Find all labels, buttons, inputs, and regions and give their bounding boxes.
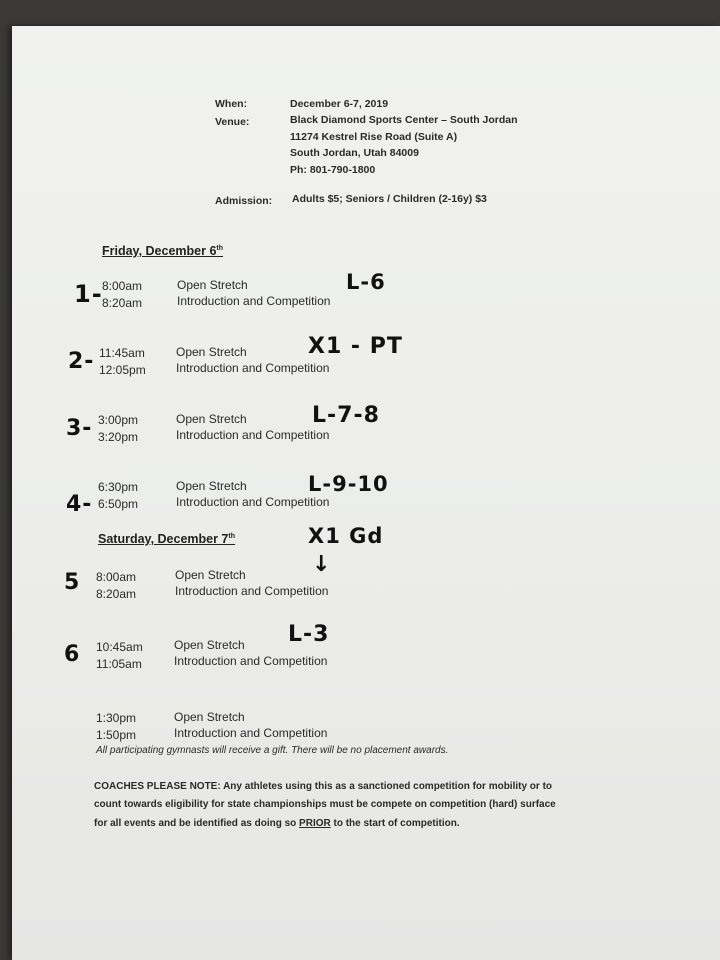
session-time-end: 1:50pm [96,728,137,742]
session-time-end: 6:50pm [98,497,139,511]
session-time-end: 8:20am [96,587,137,601]
saturday-heading: Saturday, December 7th [98,532,235,546]
session-time-start: 8:00am [102,279,143,293]
session-event-end: Introduction and Competition [176,495,330,509]
session-time-end: 12:05pm [99,363,146,377]
session-event-start: Open Stretch [176,412,247,426]
session-event-end: Introduction and Competition [175,584,329,598]
session-time-start: 6:30pm [98,480,139,494]
document-page [12,26,720,960]
when-label: When: [215,98,248,110]
session-event-end: Introduction and Competition [176,361,330,375]
admission-label: Admission: [215,195,273,207]
session-time-start: 8:00am [96,570,137,584]
session-event-end: Introduction and Competition [177,294,331,308]
handwritten-session-number: 6 [64,642,81,667]
session-event-start: Open Stretch [177,278,248,292]
venue-phone: Ph: 801-790-1800 [290,164,376,176]
venue-city: South Jordan, Utah 84009 [290,147,419,159]
handwritten-level-note: L-3 [288,622,330,647]
session-event-start: Open Stretch [176,479,247,493]
coaches-note-line-3: for all events and be identified as doing so PRIOR to the start of competition. [94,818,460,829]
handwritten-level-note: X1 Gd [308,524,384,548]
venue-name: Black Diamond Sports Center – South Jordan [290,114,518,126]
venue-street: 11274 Kestrel Rise Road (Suite A) [290,131,458,143]
handwritten-session-number: 3- [66,416,93,441]
handwritten-session-number: 2- [68,349,95,374]
prior-emphasis: PRIOR [299,818,331,829]
friday-heading: Friday, December 6th [102,244,224,258]
session-time-start: 3:00pm [98,413,139,427]
coaches-note-line-1: COACHES PLEASE NOTE: Any athletes using this as a sanctioned competition for mobility or to [94,781,553,792]
session-event-end: Introduction and Competition [176,428,330,442]
coaches-note-line-2: count towards eligibility for state championships must be compete on competition (hard) surface [94,799,556,810]
handwritten-level-note: L-9-10 [308,472,389,496]
session-time-end: 8:20am [102,296,143,310]
admission-value: Adults $5; Seniors / Children (2-16y) $3 [292,193,487,205]
session-time-start: 11:45am [99,346,145,360]
when-value: December 6-7, 2019 [290,98,389,110]
session-event-start: Open Stretch [174,710,245,724]
handwritten-session-number: 4- [66,492,93,517]
handwritten-level-note: L-7-8 [312,403,380,428]
handwritten-arrow: ↓ [312,552,332,577]
session-event-start: Open Stretch [176,345,247,359]
session-time-end: 11:05am [96,657,142,671]
session-time-start: 1:30pm [96,711,137,725]
session-time-end: 3:20pm [98,430,139,444]
venue-label: Venue: [215,116,250,128]
session-event-end: Introduction and Competition [174,726,328,740]
handwritten-session-number: 1- [74,280,103,308]
gift-note: All participating gymnasts will receive a gift. There will be no placement awards. [96,745,449,756]
handwritten-level-note: X1 - PT [308,334,403,359]
handwritten-session-number: 5 [64,570,81,595]
session-time-start: 10:45am [96,640,143,654]
handwritten-level-note: L-6 [346,270,386,294]
session-event-start: Open Stretch [175,568,246,582]
session-event-end: Introduction and Competition [174,654,328,668]
session-event-start: Open Stretch [174,638,245,652]
